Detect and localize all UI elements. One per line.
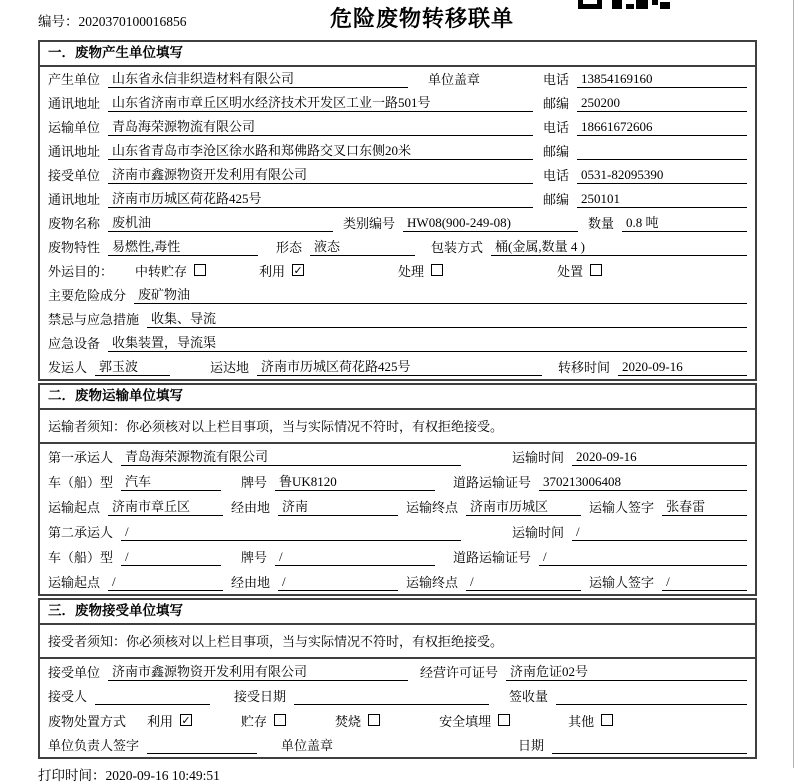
transfer-storage-checkbox: [194, 264, 206, 276]
transporter-notice: 运输者须知：你必须核对以上栏目事项，当与实际情况不符时，有权拒绝接受。: [40, 410, 755, 444]
document-header: [0, 0, 796, 40]
transporter-label: 运输单位: [48, 120, 101, 135]
time1-label: 运输时间: [511, 450, 564, 465]
print-time-label: 打印时间：: [38, 768, 106, 783]
permit-label: 经营许可证号: [420, 664, 499, 680]
equipment-label: 应急设备: [48, 336, 101, 351]
receiver-notice: 接受者须知：你必须核对以上栏目事项，当与实际情况不符时，有权拒绝接受。: [40, 625, 755, 659]
addr1-label: 通讯地址: [48, 96, 101, 111]
purpose-option-treat: 处理: [398, 261, 443, 280]
print-time-value: 2020-09-16 10:49:51: [105, 768, 220, 783]
section-producer: [38, 40, 757, 381]
utilize-checkbox: ✓: [293, 264, 303, 277]
phone1-value: 13854169160: [577, 71, 747, 88]
zip1-label: 邮编: [542, 96, 569, 111]
first-carrier-row: [40, 444, 755, 469]
document-number-value: 2020370100016856: [78, 14, 187, 29]
producer-label: 产生单位: [48, 72, 101, 87]
disposal-option-utilize: 利用 ✓: [147, 713, 191, 729]
via1-label: 经由地: [231, 500, 271, 515]
receiver-address-row: [40, 187, 755, 211]
carrier1-label: 第一承运人: [48, 450, 114, 465]
phone3-value: 0531-82095390: [577, 167, 747, 184]
zip1-value: 250200: [577, 95, 747, 112]
disposal-landfill-checkbox: [498, 714, 510, 726]
equipment-value: 收集装置，导流渠: [108, 332, 747, 352]
section-receiver: [38, 598, 757, 759]
dispose-checkbox: [590, 264, 602, 276]
acceptor-value: [95, 704, 210, 705]
vehicle1-value: 汽车: [121, 471, 221, 491]
unit-seal2-label: 单位盖章: [281, 738, 334, 753]
via2-value: /: [278, 574, 398, 591]
category-value: HW08(900-249-08): [403, 215, 578, 232]
producer-address-row: [40, 91, 755, 115]
purpose-option-utilize: 利用 ✓: [259, 264, 303, 279]
disposal-storage-checkbox: [274, 714, 286, 726]
date-value: [552, 753, 747, 754]
category-label: 类别编号: [343, 216, 396, 231]
waste-name-value: 废机油: [108, 212, 333, 232]
sign2-value: /: [662, 574, 747, 591]
characteristics-value: 易燃性,毒性: [108, 236, 258, 256]
route2-row: [40, 569, 755, 594]
date-label: 日期: [517, 738, 544, 753]
disposal-label: 废物处置方式: [48, 713, 127, 729]
origin2-label: 运输起点: [48, 575, 101, 590]
accept-unit-value: 济南市鑫源物资开发利用有限公司: [108, 661, 408, 681]
emergency-measures-row: [40, 307, 755, 331]
responsible-sign-label: 单位负责人签字: [48, 738, 140, 753]
end2-value: /: [466, 574, 581, 591]
treat-checkbox: [431, 264, 443, 276]
section-transporter: [38, 383, 757, 596]
destination-value: 济南市历城区荷花路425号: [257, 356, 542, 376]
document-number-label: 编号：: [38, 14, 79, 29]
plate1-label: 牌号: [241, 475, 268, 490]
vehicle1-label: 车（船）型: [48, 475, 114, 490]
section-producer-title: 一．废物产生单位填写: [40, 42, 755, 67]
disposal-option-landfill: 安全填埋: [439, 711, 510, 730]
license1-value: 370213006408: [539, 474, 747, 491]
transport-purpose-label: 外运目的：: [48, 264, 114, 279]
waste-characteristics-row: [40, 235, 755, 259]
taboo-label: 禁忌与应急措施: [48, 312, 140, 327]
vehicle1-row: [40, 469, 755, 494]
packaging-label: 包装方式: [431, 240, 484, 255]
second-carrier-row: [40, 519, 755, 544]
plate2-value: /: [275, 549, 435, 566]
vehicle2-value: /: [121, 549, 221, 566]
purpose-option-dispose: 处置: [557, 261, 602, 280]
sign1-label: 运输人签字: [589, 500, 655, 515]
page-right-edge-line: [793, 0, 794, 768]
end1-label: 运输终点: [406, 500, 459, 515]
disposal-option-storage: 贮存: [241, 711, 286, 730]
zip2-label: 邮编: [542, 144, 569, 159]
carrier2-value: /: [121, 524, 461, 541]
quantity-value: 0.8 吨: [622, 212, 747, 232]
phone1-label: 电话: [542, 72, 569, 87]
shipper-value: 郭玉波: [95, 356, 170, 376]
route1-row: [40, 494, 755, 519]
end2-label: 运输终点: [406, 575, 459, 590]
disposal-option-incinerate: 焚烧: [335, 711, 380, 730]
transport-purpose-row: [40, 259, 755, 283]
phone2-label: 电话: [542, 120, 569, 135]
disposal-method-row: [40, 708, 755, 733]
phone3-label: 电话: [542, 168, 569, 183]
shipper-row: [40, 355, 755, 379]
accept-date-label: 接受日期: [234, 689, 287, 704]
addr3-value: 济南市历城区荷花路425号: [108, 188, 533, 208]
time2-value: /: [572, 524, 747, 541]
characteristics-label: 废物特性: [48, 240, 101, 255]
print-time: [0, 759, 796, 784]
sign2-label: 运输人签字: [589, 575, 655, 590]
permit-value: 济南危证02号: [506, 661, 747, 681]
document-number: [38, 10, 187, 30]
disposal-option-other: 其他: [568, 711, 613, 730]
transfer-time-label: 转移时间: [558, 360, 611, 375]
sign1-value: 张春雷: [662, 496, 747, 516]
accept-unit-row: [40, 659, 755, 684]
destination-label: 运达地: [210, 360, 250, 375]
transporter-row: [40, 115, 755, 139]
shipper-label: 发运人: [48, 360, 88, 375]
zip3-value: 250101: [577, 191, 747, 208]
disposal-utilize-checkbox: ✓: [181, 713, 191, 727]
receiver-value: 济南市鑫源物资开发利用有限公司: [108, 164, 533, 184]
addr2-value: 山东省青岛市李沧区徐水路和郑佛路交叉口东侧20米: [108, 140, 533, 160]
packaging-value: 桶(金属,数量 4 ): [491, 236, 747, 256]
addr2-label: 通讯地址: [48, 144, 101, 159]
license1-label: 道路运输证号: [453, 475, 532, 490]
acceptor-label: 接受人: [48, 689, 88, 704]
receiver-label: 接受单位: [48, 168, 101, 183]
time1-value: 2020-09-16: [572, 449, 747, 466]
zip2-value: [577, 159, 747, 160]
waste-name-label: 废物名称: [48, 216, 101, 231]
disposal-other-checkbox: [601, 714, 613, 726]
receiver-row: [40, 163, 755, 187]
transporter-address-row: [40, 139, 755, 163]
vehicle2-row: [40, 544, 755, 569]
emergency-equipment-row: [40, 331, 755, 355]
carrier2-label: 第二承运人: [48, 525, 114, 540]
plate2-label: 牌号: [241, 550, 268, 565]
producer-value: 山东省永信非织造材料有限公司: [108, 68, 408, 88]
addr3-label: 通讯地址: [48, 192, 101, 207]
purpose-option-transfer-storage: 中转贮存: [135, 261, 206, 280]
carrier1-value: 青岛海荣源物流有限公司: [121, 446, 461, 466]
qr-code-partial-image: [578, 0, 670, 9]
zip3-label: 邮编: [542, 192, 569, 207]
producer-row: [40, 67, 755, 91]
accept-date-value: [294, 704, 489, 705]
acceptor-row: [40, 684, 755, 709]
transfer-time-value: 2020-09-16: [618, 359, 747, 376]
origin1-value: 济南市章丘区: [108, 496, 223, 516]
received-qty-label: 签收量: [509, 689, 549, 704]
section-transporter-title: 二．废物运输单位填写: [40, 385, 755, 410]
origin2-value: /: [108, 574, 223, 591]
license2-value: /: [539, 549, 747, 566]
unit-seal-label: 单位盖章: [428, 72, 481, 87]
plate1-value: 鲁UK8120: [275, 471, 435, 491]
via1-value: 济南: [278, 496, 398, 516]
waste-name-row: [40, 211, 755, 235]
hazard-component-row: [40, 283, 755, 307]
addr1-value: 山东省济南市章丘区明水经济技术开发区工业一路501号: [108, 92, 533, 112]
received-qty-value: [556, 704, 747, 705]
vehicle2-label: 车（船）型: [48, 550, 114, 565]
taboo-value: 收集、导流: [147, 308, 747, 328]
via2-label: 经由地: [231, 575, 271, 590]
license2-label: 道路运输证号: [453, 550, 532, 565]
phone2-value: 18661672606: [577, 119, 747, 136]
responsible-sign-row: [40, 733, 755, 758]
form-label: 形态: [276, 240, 303, 255]
hazard-value: 废矿物油: [134, 284, 747, 304]
disposal-incinerate-checkbox: [368, 714, 380, 726]
accept-unit-label: 接受单位: [48, 664, 101, 680]
hazard-label: 主要危险成分: [48, 288, 127, 303]
form-value: 液态: [310, 236, 415, 256]
page-title: 危险废物转移联单: [330, 6, 515, 31]
section-receiver-title: 三．废物接受单位填写: [40, 600, 755, 625]
origin1-label: 运输起点: [48, 500, 101, 515]
end1-value: 济南市历城区: [466, 496, 581, 516]
transporter-value: 青岛海荣源物流有限公司: [108, 116, 533, 136]
quantity-label: 数量: [588, 216, 615, 231]
time2-label: 运输时间: [511, 525, 564, 540]
responsible-sign-value: [147, 753, 257, 754]
